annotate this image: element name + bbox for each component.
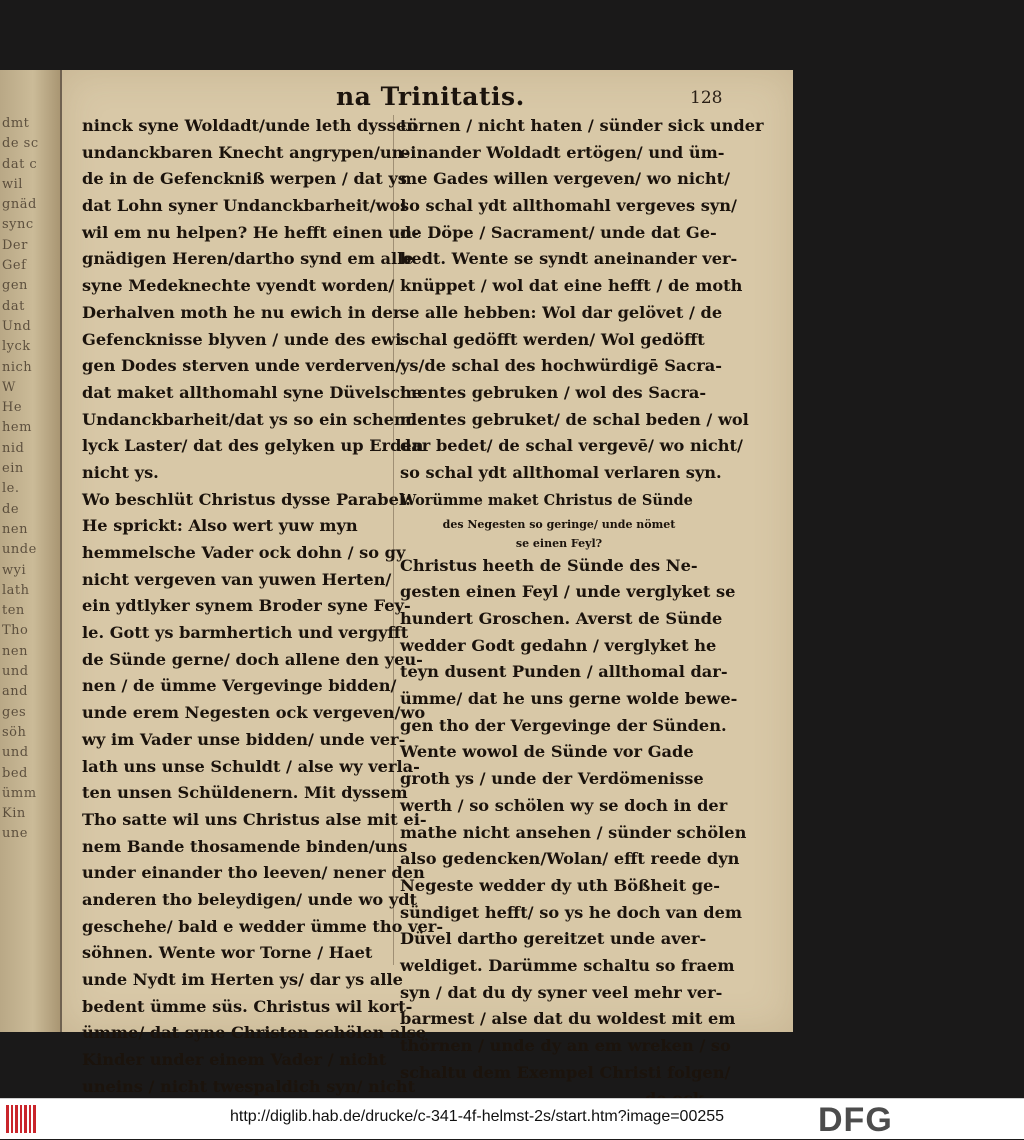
text-line: wil em nu helpen? He hefft einen un- — [82, 222, 419, 242]
text-line: se alle hebben: Wol dar gelövet / de — [400, 302, 723, 322]
text-line: wy im Vader unse bidden/ unde ver- — [82, 729, 406, 749]
text-line: mathe nicht ansehen / sünder schölen — [400, 822, 747, 842]
previous-page-fragment: ümm — [2, 785, 37, 801]
text-line: Undanckbarheit/dat ys so ein schend- — [82, 409, 424, 429]
section-heading-line: se einen Feyl? — [515, 536, 603, 550]
section-heading-line: des Negesten so geringe/ unde nömet — [442, 517, 676, 531]
text-line: knüppet / wol dat eine hefft / de moth — [400, 276, 743, 296]
text-line: also gedencken/Wolan/ efft reede dyn — [400, 849, 740, 869]
text-line: groth ys / unde der Verdömenisse — [400, 769, 704, 789]
text-line: le. Gott ys barmhertich und vergyfft — [82, 623, 409, 643]
text-line: hemmelsche Vader ock dohn / so gy — [82, 543, 406, 562]
text-line: gen Dodes sterven unde verderven/ — [82, 356, 402, 376]
text-line: werth / so schölen wy se doch in der — [400, 795, 728, 815]
previous-page-fragment — [0, 70, 60, 114]
text-line: mentes gebruket/ de schal beden / wol — [400, 409, 749, 429]
previous-page-fragment: wyi — [2, 562, 27, 578]
barcode-icon — [6, 1105, 46, 1133]
previous-page-fragment: He — [2, 400, 23, 416]
previous-page-fragment: dat — [2, 298, 25, 314]
text-line: einander Woldadt ertögen/ und üm- — [400, 142, 725, 162]
text-line: nicht ys. — [82, 462, 159, 482]
text-line: ein ydtlyker synem Broder syne Fey- — [82, 596, 411, 616]
previous-page-fragment: wil — [2, 176, 23, 192]
text-line: so schal ydt allthomahl vergeves syn/ — [400, 196, 737, 216]
previous-page-fragment: ein — [2, 461, 24, 477]
text-line: Wente wowol de Sünde vor Gade — [400, 742, 694, 762]
barcode-bar — [6, 1105, 9, 1133]
previous-page-fragment: söh — [2, 724, 27, 740]
barcode-bar — [11, 1105, 13, 1133]
text-line: dat Lohn syner Undanckbarheit/wol — [82, 196, 407, 216]
previous-page-fragment: le. — [2, 481, 20, 497]
text-line: nem Bande thosamende binden/uns — [82, 836, 408, 856]
previous-page-fragment: unde — [2, 542, 37, 558]
previous-page-fragment: lyck — [2, 339, 31, 355]
text-line: de Döpe / Sacrament/ unde dat Ge- — [400, 222, 717, 242]
previous-page-fragment: nich — [2, 359, 33, 375]
previous-page-edge — [0, 70, 62, 1032]
previous-page-fragment: nen — [2, 643, 28, 659]
previous-page-fragment: une — [2, 826, 28, 842]
text-line: Derhalven moth he nu ewich in der — [82, 302, 402, 322]
text-line: under einander tho leeven/ nener den — [82, 863, 425, 883]
previous-page-fragment: Der — [2, 237, 28, 253]
previous-page-fragment: nen — [2, 521, 28, 537]
previous-page-fragment: W — [2, 379, 16, 395]
text-line: gen tho der Vergevinge der Sünden. — [400, 715, 727, 735]
text-line: Christus heeth de Sünde des Ne- — [400, 555, 698, 575]
text-line: thörnen / unde dy an em wreken / so — [400, 1036, 731, 1055]
text-line: syn / dat du dy syner veel mehr ver- — [400, 982, 723, 1002]
text-line: weldiget. Darümme schaltu so fraem — [400, 955, 735, 975]
text-line: unde Nydt im Herten ys/ dar ys alle — [82, 970, 403, 989]
text-line: ys/de schal des hochwürdigē Sacra- — [400, 356, 722, 376]
previous-page-fragment: Gef — [2, 258, 27, 274]
page-number: 128 — [690, 88, 723, 108]
text-line: de in de Gefenckniß werpen / dat ys — [82, 169, 407, 189]
text-line: undanckbaren Knecht angrypen/un- — [82, 142, 411, 162]
text-line: Wo beschlüt Christus dysse Parabel: — [82, 489, 411, 509]
text-line: hundert Groschen. Averst de Sünde — [400, 609, 723, 628]
text-line: ümme/ dat he uns gerne wolde bewe- — [400, 689, 738, 709]
previous-page-fragment: de — [2, 501, 20, 517]
previous-page-fragment: gnäd — [2, 197, 37, 213]
text-line: de Sünde gerne/ doch allene den yeu- — [82, 649, 423, 669]
barcode-bar — [20, 1105, 22, 1133]
previous-page-fragment: sync — [2, 217, 34, 233]
text-line: geschehe/ bald e wedder ümme tho ver- — [82, 916, 444, 936]
text-line: sündiget hefft/ so ys he doch van dem — [400, 902, 743, 922]
text-line: Negeste wedder dy uth Bößheit ge- — [400, 875, 721, 895]
previous-page-fragment: ten — [2, 603, 25, 619]
previous-page-fragment: Kin — [2, 806, 26, 822]
text-line: lath uns unse Schuldt / alse wy verla- — [82, 756, 420, 776]
text-line: schal gedöfft werden/ Wol gedöfft — [400, 329, 705, 349]
text-line: wedder Godt gedahn / verglyket he — [400, 635, 717, 655]
previous-page-fragment: Tho — [2, 623, 29, 639]
text-line: syne Medeknechte vyendt worden/ — [82, 276, 395, 296]
text-line: schaltu dem Exempel Christi folgen/ — [400, 1062, 731, 1082]
previous-page-fragment: und — [2, 745, 29, 761]
text-line: unde erem Negesten ock vergeven/wo — [82, 703, 426, 723]
previous-page-fragment: de sc — [2, 136, 39, 152]
section-heading-line: Worümme maket Christus de Sünde — [400, 491, 693, 509]
running-head: na Trinitatis. — [336, 82, 525, 111]
footer-bar — [0, 1098, 1024, 1139]
text-line: Düvel dartho gereitzet unde aver- — [400, 929, 707, 949]
text-line: so schal ydt allthomal verlaren syn. — [400, 462, 722, 482]
text-line: dar bedet/ de schal vergevē/ wo nicht/ — [400, 436, 743, 456]
text-line: uneins / nicht twespaldich syn/ nicht — [82, 1076, 416, 1096]
text-line: mentes gebruken / wol des Sacra- — [400, 382, 707, 402]
source-url[interactable]: http://diglib.hab.de/drucke/c-341-4f-helmst-2s/start.htm?image=00255 — [230, 1108, 725, 1125]
text-line: bedent ümme süs. Christus wil kort- — [82, 996, 413, 1016]
right-column — [400, 113, 764, 1113]
previous-page-fragment: Und — [2, 318, 32, 334]
text-line: nicht vergeven van yuwen Herten/ — [82, 569, 392, 589]
text-line: bedt. Wente se syndt aneinander ver- — [400, 249, 738, 269]
previous-page-fragment: lath — [2, 582, 30, 598]
text-line: lyck Laster/ dat des gelyken up Erden — [82, 436, 424, 456]
text-line: dat maket allthomahl syne Düvelsche — [82, 382, 423, 402]
text-line: gnädigen Heren/dartho synd em alle — [82, 249, 414, 269]
barcode-bar — [33, 1105, 36, 1133]
text-line: anderen tho beleydigen/ unde wo ydt — [82, 889, 418, 909]
text-line: gesten einen Feyl / unde verglyket se — [400, 582, 736, 602]
previous-page-fragment: ges — [2, 704, 27, 720]
previous-page-fragment: bed — [2, 765, 28, 781]
text-line: nen / de ümme Vergevinge bidden/ — [82, 676, 397, 696]
dfg-logo: DFG — [818, 1101, 893, 1139]
text-line: törnen / nicht haten / sünder sick under — [400, 116, 764, 135]
previous-page-fragment: nid — [2, 440, 25, 456]
previous-page-fragment: and — [2, 684, 28, 700]
text-line: me Gades willen vergeven/ wo nicht/ — [400, 169, 731, 189]
previous-page-fragment: dmt — [2, 116, 30, 131]
left-column — [82, 113, 444, 1100]
previous-page-fragment: und — [2, 664, 29, 680]
text-line: Kinder under einem Vader / nicht — [82, 1050, 387, 1070]
text-line: Gefencknisse blyven / unde des ewi- — [82, 329, 409, 349]
text-line: barmest / alse dat du woldest mit em — [400, 1009, 736, 1029]
text-line: söhnen. Wente wor Torne / Haet — [82, 943, 373, 963]
previous-page-fragment: gen — [2, 278, 28, 294]
text-line: ten unsen Schüldenern. Mit dyssem — [82, 783, 408, 803]
barcode-bar — [15, 1105, 18, 1133]
previous-page-fragment: hem — [2, 420, 32, 436]
barcode-bar — [24, 1105, 27, 1133]
previous-page-fragment: dat c — [2, 156, 38, 172]
text-line: ümme/ dat syne Christen schölen alse — [82, 1023, 427, 1043]
text-line: teyn dusent Punden / allthomal dar- — [400, 662, 728, 682]
text-line: He sprickt: Also wert yuw myn — [82, 516, 358, 536]
text-line: Tho satte wil uns Christus alse mit ei- — [82, 809, 427, 829]
text-line: ninck syne Woldadt/unde leth dyssen — [82, 116, 419, 135]
barcode-bar — [29, 1105, 31, 1133]
